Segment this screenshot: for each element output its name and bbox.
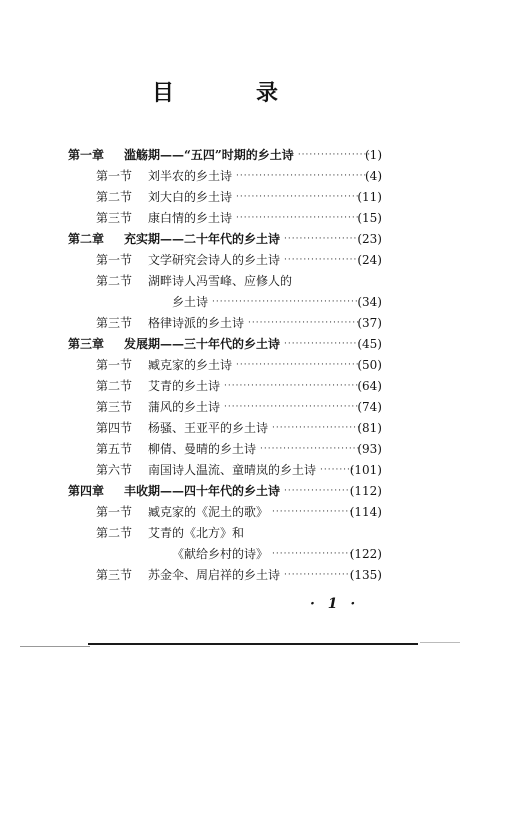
toc-entry-title: 滥觞期——“五四”时期的乡土诗 [124, 148, 294, 162]
toc-section-row [0, 460, 505, 481]
toc-section-row [0, 292, 505, 313]
toc-entry-title: 杨骚、王亚平的乡土诗 [148, 421, 269, 435]
toc-entry-label: 第四章 [68, 484, 105, 498]
toc-entry-label: 第二节 [96, 526, 133, 540]
toc-entry-label: 第四节 [96, 421, 133, 435]
toc-dot-leader: ·················· [284, 570, 354, 580]
toc-page-ref: (11) [357, 190, 382, 204]
toc-dot-leader: ········· [320, 465, 355, 475]
toc-entry-title: 艾青的《北方》和 [148, 526, 245, 540]
toc-entry-label: 第六节 [96, 463, 133, 477]
scan-rule-main [88, 643, 418, 645]
toc-chapter-row [0, 229, 505, 250]
toc-page-ref: (50) [357, 358, 382, 372]
toc-section-row [0, 271, 505, 292]
toc-dot-leader: ································ [236, 360, 360, 370]
toc-page-ref: (93) [357, 442, 382, 456]
toc-page-ref: (4) [365, 169, 382, 183]
toc-entry-title: 柳倩、曼晴的乡土诗 [148, 442, 257, 456]
toc-section-row [0, 544, 505, 565]
toc-page-ref: (24) [357, 253, 382, 267]
scan-rule-left [20, 646, 90, 647]
toc-entry-title: 蒲风的乡土诗 [148, 400, 221, 414]
toc-dot-leader: ································ [236, 213, 360, 223]
toc-page-ref: (81) [357, 421, 382, 435]
title-char-2: 录 [256, 80, 279, 106]
toc-section-row [0, 355, 505, 376]
toc-entry-title: 文学研究会诗人的乡土诗 [148, 253, 281, 267]
toc-page-ref: (122) [349, 547, 382, 561]
toc-entry-title: 苏金伞、周启祥的乡土诗 [148, 568, 281, 582]
toc-section-row [0, 523, 505, 544]
toc-entry-title: 丰收期——四十年代的乡土诗 [124, 484, 281, 498]
toc-section-row [0, 439, 505, 460]
toc-entry-label: 第二章 [68, 232, 105, 246]
page-number: · 1 · [310, 596, 360, 612]
toc-section-row [0, 502, 505, 523]
toc-entry-title: 充实期——二十年代的乡土诗 [124, 232, 281, 246]
toc-chapter-row [0, 145, 505, 166]
toc-dot-leader: ······················· [272, 423, 361, 433]
toc-dot-leader: ····························· [248, 318, 360, 328]
toc-entry-label: 第一节 [96, 253, 133, 267]
toc-page-ref: (15) [357, 211, 382, 225]
toc-dot-leader: ·················· [284, 486, 354, 496]
toc-entry-label: 第二节 [96, 190, 133, 204]
toc-section-row [0, 313, 505, 334]
toc-entry-title: 格律诗派的乡土诗 [148, 316, 245, 330]
toc-entry-title: 康白情的乡土诗 [148, 211, 233, 225]
toc-entry-title: 艾青的乡土诗 [148, 379, 221, 393]
toc-entry-title: 湖畔诗人冯雪峰、应修人的 [148, 274, 293, 288]
toc-section-row [0, 418, 505, 439]
toc-entry-label: 第二节 [96, 274, 133, 288]
toc-dot-leader: ····················· [272, 507, 354, 517]
toc-page-ref: (74) [357, 400, 382, 414]
toc-entry-label: 第五节 [96, 442, 133, 456]
toc-page-ref: (23) [357, 232, 382, 246]
toc-entry-label: 第一节 [96, 505, 133, 519]
toc-dot-leader: ······································ [212, 297, 359, 307]
toc-entry-label: 第三节 [96, 316, 133, 330]
toc-section-row [0, 187, 505, 208]
toc-dot-leader: ···················· [284, 234, 362, 244]
toc-entry-label: 第一节 [96, 169, 133, 183]
toc-dot-leader: ································ [236, 192, 360, 202]
toc-entry-title: 刘大白的乡土诗 [148, 190, 233, 204]
toc-entry-title: 刘半农的乡土诗 [148, 169, 233, 183]
toc-entry-title: 发展期——三十年代的乡土诗 [124, 337, 281, 351]
toc-entry-label: 第三章 [68, 337, 105, 351]
toc-page-ref: (37) [357, 316, 382, 330]
toc-section-row [0, 208, 505, 229]
toc-section-row [0, 397, 505, 418]
toc-entry-title: 臧克家的乡土诗 [148, 358, 233, 372]
toc-entry-label: 第一节 [96, 358, 133, 372]
toc-dot-leader: ···················· [284, 339, 362, 349]
toc-entry-label: 第一章 [68, 148, 105, 162]
toc-page-ref: (1) [365, 148, 382, 162]
scan-rule-right [420, 642, 460, 643]
toc-page-ref: (34) [357, 295, 382, 309]
toc-section-row [0, 565, 505, 586]
toc-entry-label: 第二节 [96, 379, 133, 393]
toc-entry-title: 臧克家的《泥土的歌》 [148, 505, 269, 519]
toc-entry-label: 第三节 [96, 400, 133, 414]
toc-entry-label: 第三节 [96, 211, 133, 225]
toc-section-row [0, 166, 505, 187]
toc-section-row [0, 250, 505, 271]
toc-page-ref: (135) [349, 568, 382, 582]
toc-page-ref: (101) [349, 463, 382, 477]
toc-dot-leader: ··················· [297, 150, 372, 160]
toc-chapter-row [0, 334, 505, 355]
title-char-1: 目 [152, 80, 175, 106]
toc-entry-title: 乡土诗 [172, 295, 209, 309]
toc-chapter-row [0, 481, 505, 502]
toc-dot-leader: ···················· [284, 255, 362, 265]
toc-page-ref: (112) [349, 484, 382, 498]
toc-page-ref: (45) [357, 337, 382, 351]
toc-dot-leader: ··································· [224, 381, 360, 391]
toc-page-ref: (64) [357, 379, 382, 393]
toc-entry-title: 南国诗人温流、童晴岚的乡土诗 [148, 463, 317, 477]
toc-dot-leader: ··································· [224, 402, 360, 412]
toc-dot-leader: ·························· [260, 444, 361, 454]
toc-dot-leader: ····················· [272, 549, 354, 559]
toc-page-ref: (114) [349, 505, 382, 519]
toc-dot-leader: ·································· [236, 171, 368, 181]
toc-section-row [0, 376, 505, 397]
toc-entry-title: 《献给乡村的诗》 [172, 547, 269, 561]
toc-entry-label: 第三节 [96, 568, 133, 582]
